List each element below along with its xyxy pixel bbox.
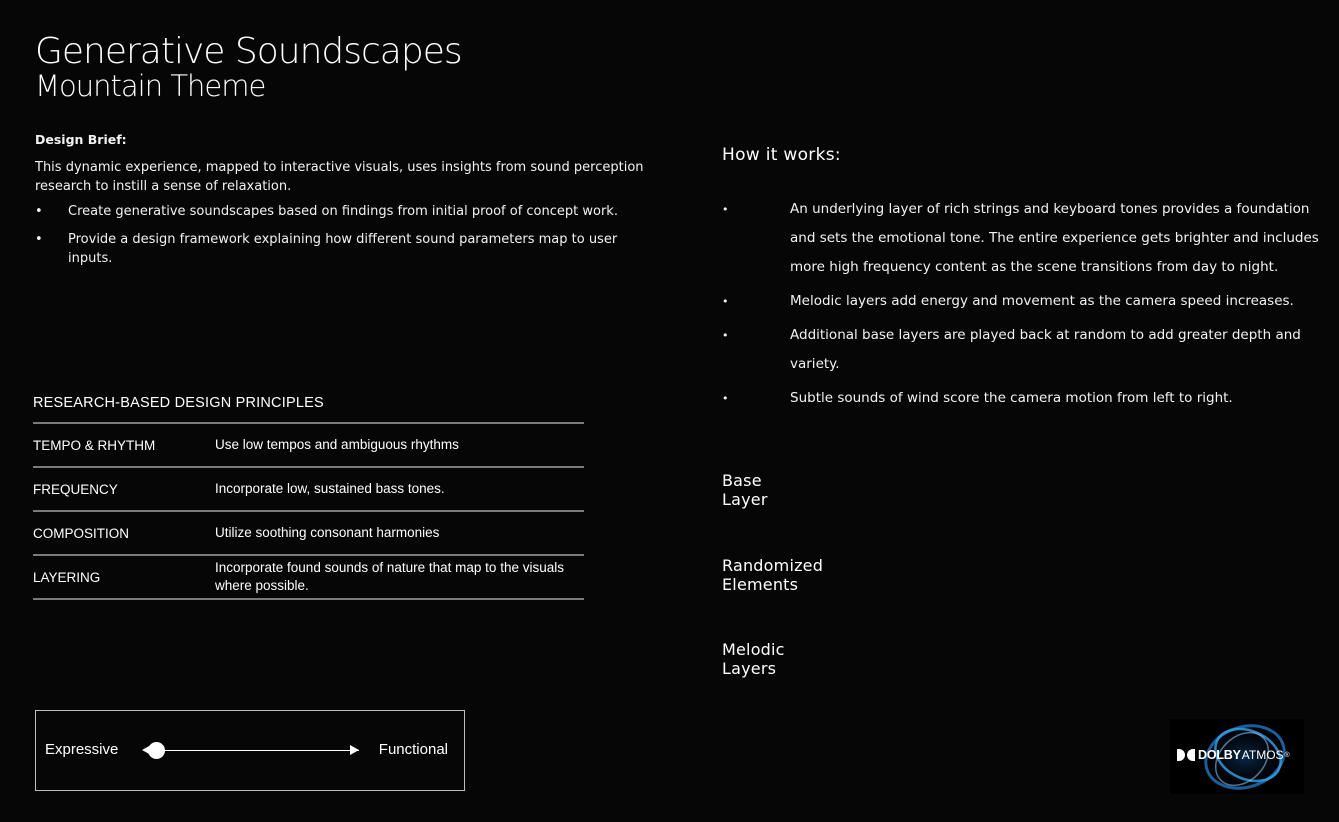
- dolby-double-d-icon: [1177, 749, 1195, 761]
- principle-label: COMPOSITION: [33, 525, 130, 541]
- principles-table: [33, 422, 584, 600]
- how-heading: How it works:: [722, 145, 841, 165]
- brief-bullet: [35, 230, 665, 268]
- slider-knob[interactable]: [148, 742, 165, 759]
- bullet-icon: •: [722, 392, 729, 405]
- layer-label-randomized: Randomized Elements: [722, 556, 824, 594]
- how-bullet: [722, 195, 1322, 282]
- slider-right-label: Functional: [378, 741, 448, 758]
- logo-product: ATMOS: [1241, 748, 1284, 762]
- principle-description: Use low tempos and ambiguous rhythms: [215, 437, 459, 452]
- logo-wordmark: [1177, 748, 1290, 762]
- slider-left-label: Expressive: [45, 741, 119, 758]
- logo-brand: DOLBY: [1198, 748, 1241, 762]
- brief-heading: Design Brief:: [35, 132, 127, 147]
- principle-row: [33, 510, 584, 554]
- principle-description: Utilize soothing consonant harmonies: [215, 525, 440, 540]
- brief-bullet-text: Provide a design framework explaining how different sound parameters map to user inputs.: [68, 232, 618, 266]
- logo-registered: ®: [1284, 751, 1290, 759]
- title-main: Generative Soundscapes: [35, 31, 462, 72]
- how-bullets: [722, 195, 1322, 413]
- dolby-atmos-logo: [1170, 719, 1304, 794]
- how-bullet-text: An underlying layer of rich strings and keyboard tones provides a foundation and sets the emotional tone. The entire experience gets brighter and includes more high frequency content as the scene transitions from day to night.: [790, 201, 1319, 275]
- principle-row: [33, 466, 584, 510]
- bullet-icon: •: [722, 295, 729, 308]
- layer-label-melodic: Melodic Layers: [722, 640, 785, 678]
- principle-label: LAYERING: [33, 569, 101, 585]
- brief-body: This dynamic experience, mapped to interactive visuals, uses insights from sound perception research to instill a sense of relaxation.: [35, 160, 644, 194]
- principle-description: Incorporate found sounds of nature that map to the visuals where possible.: [215, 560, 564, 593]
- how-bullet-text: Melodic layers add energy and movement as the camera speed increases.: [790, 293, 1294, 309]
- how-bullet-text: Subtle sounds of wind score the camera motion from left to right.: [790, 390, 1233, 406]
- page-title: [35, 31, 462, 103]
- principles-heading: RESEARCH-BASED DESIGN PRINCIPLES: [33, 395, 324, 411]
- how-bullet: [722, 384, 1322, 413]
- bullet-icon: •: [722, 329, 729, 342]
- slider-track[interactable]: [144, 750, 359, 751]
- how-bullet-text: Additional base layers are played back at random to add greater depth and variety.: [790, 327, 1301, 372]
- design-brief: [35, 130, 665, 277]
- bullet-icon: •: [722, 203, 729, 216]
- expressive-functional-slider: [35, 710, 465, 791]
- brief-bullets: [35, 202, 665, 268]
- how-it-works: [722, 145, 1322, 418]
- principle-label: TEMPO & RHYTHM: [33, 437, 156, 453]
- bullet-icon: •: [35, 204, 43, 219]
- principle-description: Incorporate low, sustained bass tones.: [215, 481, 445, 496]
- bullet-icon: •: [35, 232, 43, 247]
- how-bullet: [722, 321, 1322, 379]
- design-principles: [33, 395, 584, 600]
- arrow-right-icon: [350, 745, 359, 755]
- principle-label: FREQUENCY: [33, 481, 118, 497]
- principle-row: [33, 422, 584, 466]
- brief-bullet: [35, 202, 665, 221]
- brief-bullet-text: Create generative soundscapes based on findings from initial proof of concept work.: [68, 204, 618, 219]
- principle-row: [33, 554, 584, 600]
- how-bullet: [722, 287, 1322, 316]
- title-subtitle: Mountain Theme: [35, 69, 266, 103]
- layer-label-base: Base Layer: [722, 471, 768, 509]
